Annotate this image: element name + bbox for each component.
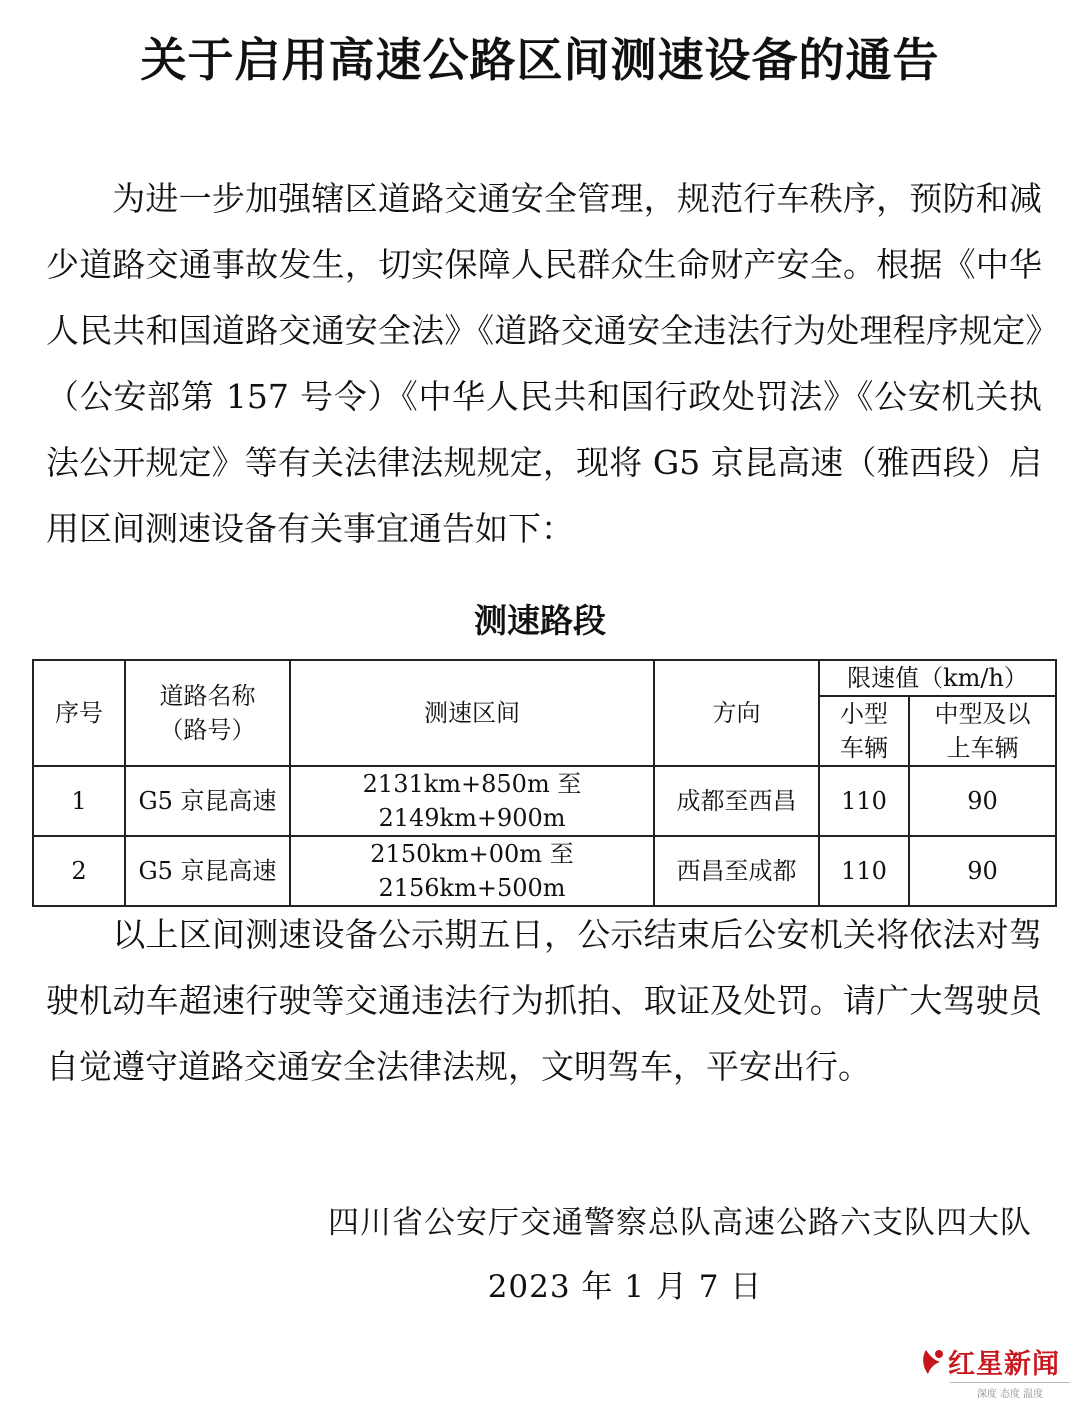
signature-date: 2023 年 1 月 7 日: [487, 1269, 763, 1305]
cell-section: 2150km+00m 至 2156km+500m: [290, 836, 654, 906]
header-section: 测速区间: [290, 660, 654, 766]
header-direction: 方向: [654, 660, 819, 766]
cell-index: 1: [33, 766, 125, 836]
watermark-slogan: 深度 态度 温度: [950, 1382, 1070, 1400]
cell-road: G5 京昆高速: [125, 836, 290, 906]
table-header-row: [33, 660, 1056, 696]
header-road-name: [125, 660, 290, 766]
header-medium-vehicle: [909, 696, 1056, 766]
header-road-name-line1: 道路名称: [159, 682, 256, 710]
cell-index: 2: [33, 836, 125, 906]
header-small-line1: 小型: [840, 700, 888, 728]
header-road-name-line2: （路号）: [159, 716, 256, 744]
cell-small-limit: 110: [819, 766, 909, 836]
closing-paragraph-text: 以上区间测速设备公示期五日，公示结束后公安机关将依法对驾驶机动车超速行驶等交通违法行为抓拍、取证及处罚。请广大驾驶员自觉遵守道路交通安全法律法规，文明驾车，平安出行。: [46, 915, 1042, 1086]
header-small-vehicle: [819, 696, 909, 766]
cell-medium-limit: 90: [909, 766, 1056, 836]
cell-direction: 西昌至成都: [654, 836, 819, 906]
star-icon: [920, 1346, 946, 1378]
closing-paragraph: [46, 902, 1042, 1100]
header-speed-limit: 限速值（km/h）: [819, 660, 1056, 696]
cell-road: G5 京昆高速: [125, 766, 290, 836]
header-index: 序号: [33, 660, 125, 766]
header-small-line2: 车辆: [840, 734, 888, 762]
watermark-logo: [920, 1342, 1070, 1402]
cell-direction: 成都至西昌: [654, 766, 819, 836]
cell-small-limit: 110: [819, 836, 909, 906]
header-medium-line2: 上车辆: [946, 734, 1019, 762]
speed-section-table: [32, 659, 1057, 907]
cell-medium-limit: 90: [909, 836, 1056, 906]
table-title: 测速路段: [474, 601, 606, 640]
table-row: [33, 836, 1056, 906]
table-row: [33, 766, 1056, 836]
cell-section: 2131km+850m 至 2149km+900m: [290, 766, 654, 836]
notice-title: 关于启用高速公路区间测速设备的通告: [140, 33, 940, 87]
signature-issuer: 四川省公安厅交通警察总队高速公路六支队四大队: [328, 1205, 1032, 1241]
intro-paragraph: [46, 166, 1042, 562]
watermark-name: 红星新闻: [948, 1349, 1060, 1380]
header-medium-line1: 中型及以: [934, 700, 1031, 728]
intro-paragraph-text: 为进一步加强辖区道路交通安全管理，规范行车秩序，预防和减少道路交通事故发生，切实保障人民群众生命财产安全。根据《中华人民共和国道路交通安全法》《道路交通安全违法行为处理程序规定》（公安部第 157 号令）《中华人民共和国行政处罚法》《公安机关执法公开规定》等有关法律法规规定，现将 G5 京昆高速（雅西段）启用区间测速设备有关事宜通告如下：: [46, 179, 1042, 548]
